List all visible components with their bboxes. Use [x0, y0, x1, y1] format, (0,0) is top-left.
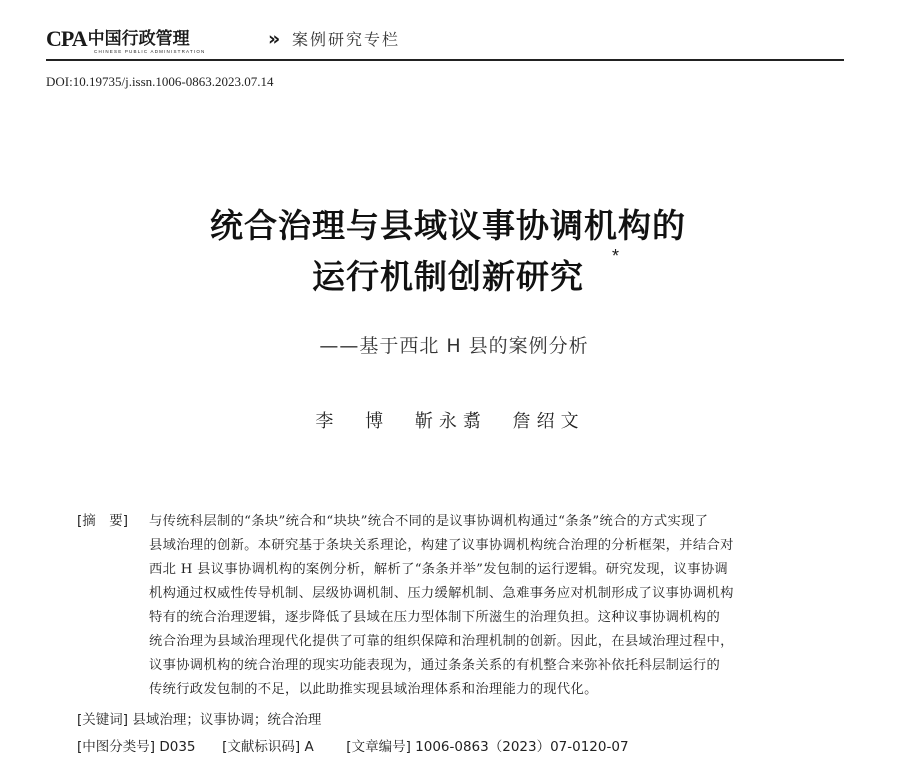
article-number-value: 1006-0863（2023）07-0120-07 — [415, 739, 629, 755]
title-footnote-mark: * — [612, 246, 620, 266]
abstract-line: 特有的统合治理逻辑，逐步降低了县域在压力型体制下所滋生的治理负担。这种议事协调机构的 — [149, 610, 721, 625]
clc-label: [中图分类号] — [77, 739, 156, 755]
abstract-line: 统合治理为县域治理现代化提供了可靠的组织保障和治理机制的创新。因此，在县域治理过程中， — [149, 634, 734, 649]
logo-english-text: CHINESE PUBLIC ADMINISTRATION — [94, 49, 206, 54]
doc-code-value: A — [304, 739, 314, 755]
abstract-line: 与传统科层制的“条块”统合和“块块”统合不同的是议事协调机构通过“条条”统合的方式实现了 — [149, 514, 709, 529]
abstract-line: 传统行政发包制的不足，以此助推实现县域治理体系和治理能力的现代化。 — [149, 682, 598, 697]
journal-header — [46, 26, 846, 60]
column-name: 案例研究专栏 — [292, 30, 401, 49]
keywords-value: 县域治理；议事协调；统合治理 — [132, 712, 322, 728]
article-title-line-2: 运行机制创新研究 — [312, 257, 584, 296]
clc-value: D035 — [159, 739, 196, 755]
article-title-line-1: 统合治理与县域议事协调机构的 — [210, 206, 686, 245]
article-subtitle: ——基于西北 H 县的案例分析 — [319, 335, 589, 357]
abstract-line: 机构通过权威性传导机制、层级协调机制、压力缓解机制、急难事务应对机制形成了议事协调机构 — [149, 586, 734, 601]
abstract-line: 西北 H 县议事协调机构的案例分析，解析了“条条并举”发包制的运行逻辑。研究发现，议事协调 — [149, 562, 729, 577]
keywords — [77, 708, 321, 728]
header-divider — [46, 59, 844, 61]
abstract-label: [摘 要] — [77, 513, 129, 529]
classification-line — [77, 735, 629, 755]
doc-code-label: [文献标识码] — [222, 739, 301, 755]
abstract-line: 县域治理的创新。本研究基于条块关系理论，构建了议事协调机构统合治理的分析框架，并结合对 — [149, 538, 734, 553]
article-number-label: [文章编号] — [346, 739, 411, 755]
logo-cpa-text: CPA — [46, 26, 87, 51]
doi: DOI:10.19735/j.issn.1006-0863.2023.07.14 — [46, 74, 274, 89]
logo-chinese-text: 中国行政管理 — [87, 29, 190, 49]
journal-logo — [46, 28, 190, 50]
authors: 李 博 靳永翥 詹绍文 — [315, 411, 585, 432]
abstract-line: 议事协调机构的统合治理的现实功能表现为，通过条条关系的有机整合来弥补依托科层制运行的 — [149, 658, 721, 673]
keywords-label: [关键词] — [77, 712, 129, 728]
double-chevron-icon: » — [268, 28, 281, 50]
